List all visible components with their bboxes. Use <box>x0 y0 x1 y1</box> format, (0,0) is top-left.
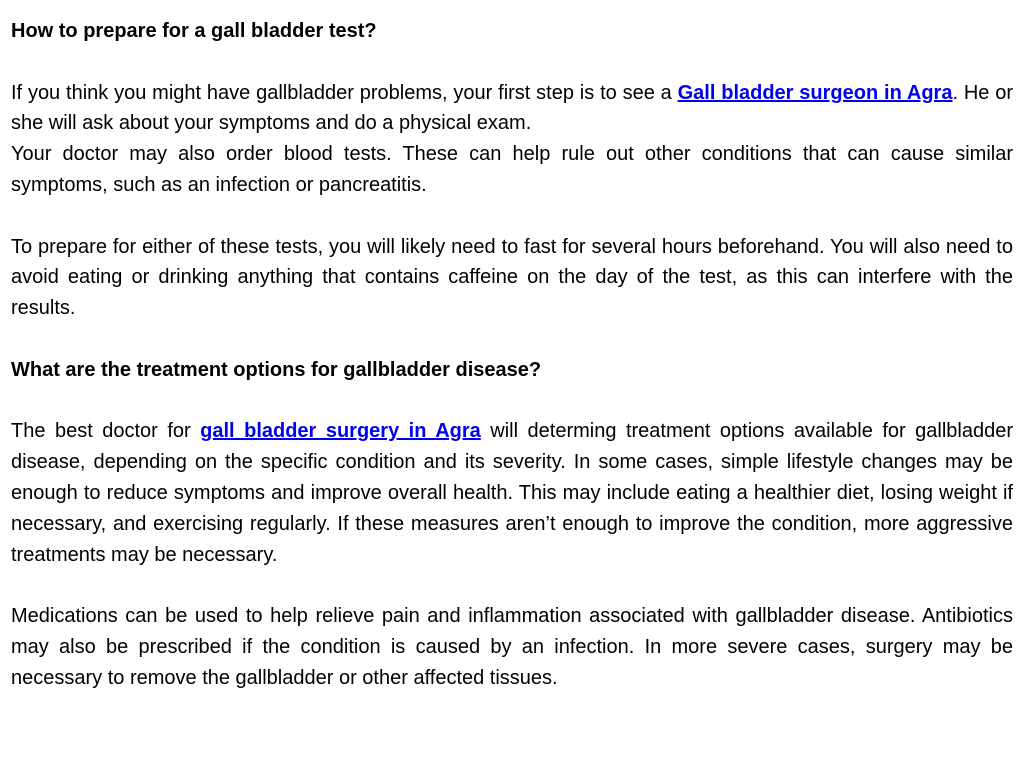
paragraph-text: . He or she will ask about your symptoms and do a physical exam. <box>11 81 1013 135</box>
link-gall-bladder-surgery-agra[interactable]: gall bladder surgery in Agra <box>200 420 481 443</box>
section-heading-prepare-test: How to prepare for a gall bladder test? <box>11 20 377 42</box>
paragraph-see-surgeon <box>11 78 1013 140</box>
spacer <box>11 570 1013 601</box>
paragraph-treatment-options <box>11 416 1013 570</box>
spacer <box>11 386 1013 417</box>
link-gall-bladder-surgeon-agra[interactable]: Gall bladder surgeon in Agra <box>677 81 953 104</box>
paragraph-text: will determing treatment options available for gallbladder disease, depending on the specific condition and its severity. In some cases, simple lifestyle changes may be enough to reduce symptoms and improve overall health. This may include eating a healthier diet, losing weight if necessary, and exercising regularly. If these measures aren’t enough to improve the condition, more aggressive treatments may be necessary. <box>11 420 1014 566</box>
paragraph-medications: Medications can be used to help relieve pain and inflammation associated with gallbladder disease. Antibiotics may also be prescribed if the condition is caused by an infection. In more severe cases, surgery may be necessary to remove the gallbladder or other affected tissues. <box>11 605 1013 689</box>
spacer <box>11 47 1013 78</box>
spacer <box>11 201 1013 232</box>
paragraph-text: The best doctor for <box>11 420 201 443</box>
paragraph-text: If you think you might have gallbladder problems, your first step is to see a <box>11 81 678 104</box>
section-heading-treatment-options: What are the treatment options for gallbladder disease? <box>11 358 542 381</box>
spacer <box>11 324 1013 355</box>
paragraph-blood-tests: Your doctor may also order blood tests. These can help rule out other conditions that can cause similar symptoms, such as an infection or pancreatitis. <box>11 143 1013 196</box>
paragraph-fasting: To prepare for either of these tests, you will likely need to fast for several hours beforehand. You will also need to avoid eating or drinking anything that contains caffeine on the day of the test, as this can interfere with the results. <box>11 235 1013 320</box>
